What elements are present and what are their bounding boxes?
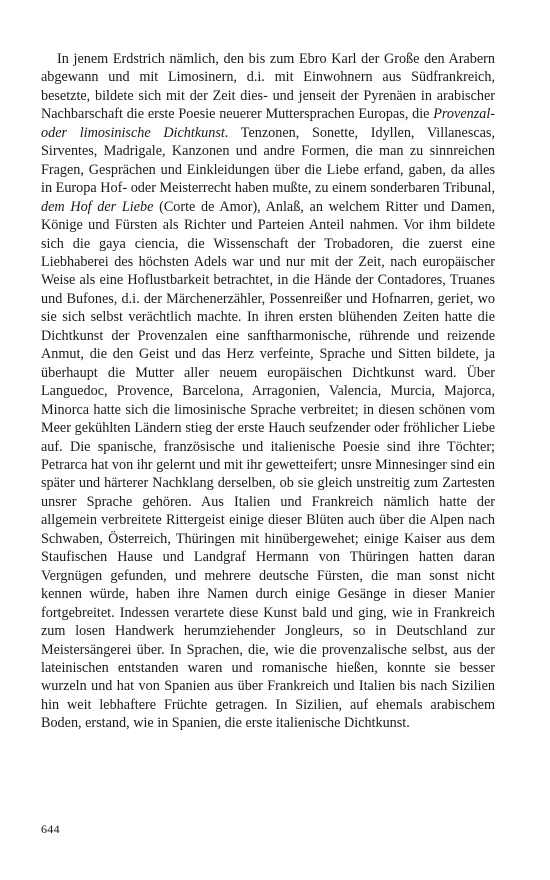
italic-term-hof-der-liebe: dem Hof der Liebe: [41, 198, 154, 215]
paragraph-text-3: (Corte de Amor), Anlaß, an welchem Ritter und Damen, Könige und Fürsten als Richter und Parteien Anteil nahmen. Vor ihm bildete sich die gaya ciencia, die Wissenschaft der Trobadoren, die zuerst eine Liebhaberei des höchsten Adels war und nur mit der Zeit, nach europäischer Weise als eine Hoflustbarkeit betrachtet, in die Hände der Contadores, Truanes und Bufones, d.i. der Märchenerzähler, Possenreißer und Hofnarren, geriet, wo sie sich selbst verächtlich machte. In ihren ersten blühenden Zeiten hatte die Dichtkunst der Provenzalen eine sanftharmonische, rührende und reizende Anmut, die den Geist und das Herz verfeinte, Sprache und Sitten bildete, ja überhaupt die Mutter aller neuem europäischen Dichtkunst ward. Über Languedoc, Provence, Barcelona, Arragonien, Valencia, Murcia, Majorca, Minorca hatte sich die limosinische Sprache verbreitet; in diesen schönen vom Meer gekühlten Ländern stieg der erste Hauch seufzender oder fröhlicher Liebe auf. Die spanische, französische und italienische Poesie sind ihre Töchter; Petrarca hat von ihr gelernt und mit ihr gewetteifert; unsre Minnesinger sind ein später und härterer Nachklang derselben, ob sie gleich unstreitig zum Zartesten unsrer Sprache gehören. Aus Italien und Frankreich nämlich hatte der allgemein verbreitete Rittergeist einige dieser Blüten auch über die Alpen nach Schwaben, Österreich, Thüringen mit hinübergewehet; einige Kaiser aus dem Staufischen Hause und Landgraf Hermann von Thüringen hatten daran Vergnügen gefunden, und mehrere deutsche Fürsten, die man sonst nicht kennen würde, haben ihre Namen durch einige Gesänge in dieser Manier fortgebreitet. Indessen verartete diese Kunst bald und ging, wie in Frankreich zum losen Handwerk herumziehender Jongleurs, so in Deutschland zur Meistersängerei über. In Sprachen, die, wie die provenzalische selbst, aus der lateinischen entstanden waren und romanische hießen, konnte sie besser wurzeln und hat von Spanien aus über Frankreich und Italien bis nach Sizilien hin weit lebhaftere Früchte getragen. In Sizilien, auf ehemals arabischem Boden, erstand, wie in Spanien, die erste italienische Dichtkunst.: [41, 198, 495, 732]
page-text-block: [41, 50, 495, 733]
paragraph-text-1: In jenem Erdstrich nämlich, den bis zum Ebro Karl der Große den Arabern abgewann und mit Limosinern, d.i. mit Einwohnern aus Südfrankreich, besetzte, bildete sich mit der Zeit dies- und jenseit der Pyrenäen in arabischer Nachbarschaft die erste Poesie neuerer Muttersprachen Europas, die: [41, 51, 495, 123]
italic-term-provenzal: Provenzal- oder limosinische Dichtkunst: [41, 106, 495, 141]
body-paragraph: [41, 50, 495, 733]
paragraph-text-2: . Tenzonen, Sonette, Idyllen, Villanescas, Sirventes, Madrigale, Kanzonen und andre Formen, die man zu sinnreichen Fragen, Gesprächen und Einkleidungen über die Liebe erfand, gaben, da alles in Europa Hof- oder Meisterrecht haben mußte, zu einem sonderbaren Tribunal,: [41, 124, 496, 197]
page-number: 644: [41, 822, 60, 836]
